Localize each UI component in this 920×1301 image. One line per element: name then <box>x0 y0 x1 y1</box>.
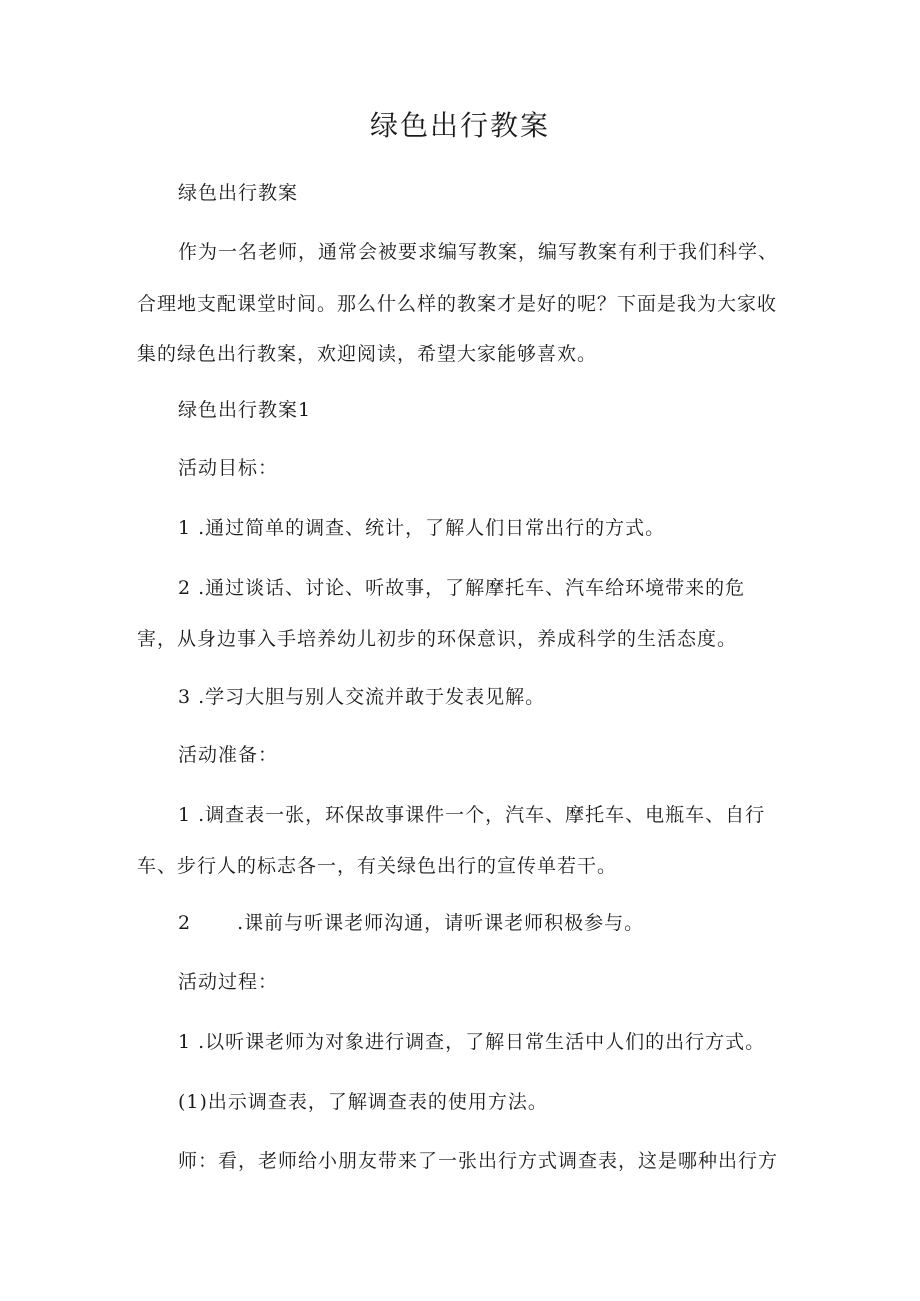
goal-3: 3 .学习大胆与别人交流并敢于发表见解。 <box>178 686 546 708</box>
goal-2-line-1: 2 .通过谈话、讨论、听故事，了解摩托车、汽车给环境带来的危 <box>178 577 746 599</box>
prep-1-line-1: 1 .调查表一张，环保故事课件一个，汽车、摩托车、电瓶车、自行 <box>178 804 766 826</box>
page-title: 绿色出行教案 <box>369 109 550 142</box>
goals-heading: 活动目标： <box>178 457 279 479</box>
prep-2 <box>178 908 644 938</box>
process-1-1: (1)出示调查表，了解调查表的使用方法。 <box>178 1091 548 1113</box>
section-title: 绿色出行教案1 <box>178 399 312 421</box>
process-1: 1 .以听课老师为对象进行调查，了解日常生活中人们的出行方式。 <box>178 1031 766 1053</box>
goal-2-line-2: 害，从身边事入手培养幼儿初步的环保意识，养成科学的生活态度。 <box>137 628 738 650</box>
intro-line-1: 作为一名老师，通常会被要求编写教案，编写教案有利于我们科学、 <box>178 241 779 263</box>
prep-heading: 活动准备： <box>178 744 279 766</box>
document-subtitle: 绿色出行教案 <box>178 182 299 204</box>
intro-line-3: 集的绿色出行教案，欢迎阅读，希望大家能够喜欢。 <box>137 343 598 365</box>
prep-2-number: 2 <box>178 912 192 934</box>
goal-1: 1 .通过简单的调查、统计，了解人们日常出行的方式。 <box>178 517 666 539</box>
prep-1-line-2: 车、步行人的标志各一，有关绿色出行的宣传单若干。 <box>137 855 618 877</box>
prep-2-text: .课前与听课老师沟通，请听课老师积极参与。 <box>237 912 645 934</box>
teacher-line: 师：看，老师给小朋友带来了一张出行方式调查表，这是哪种出行方 <box>178 1150 779 1172</box>
intro-line-2: 合理地支配课堂时间。那么什么样的教案才是好的呢？下面是我为大家收 <box>137 293 778 315</box>
process-heading: 活动过程： <box>178 971 279 993</box>
